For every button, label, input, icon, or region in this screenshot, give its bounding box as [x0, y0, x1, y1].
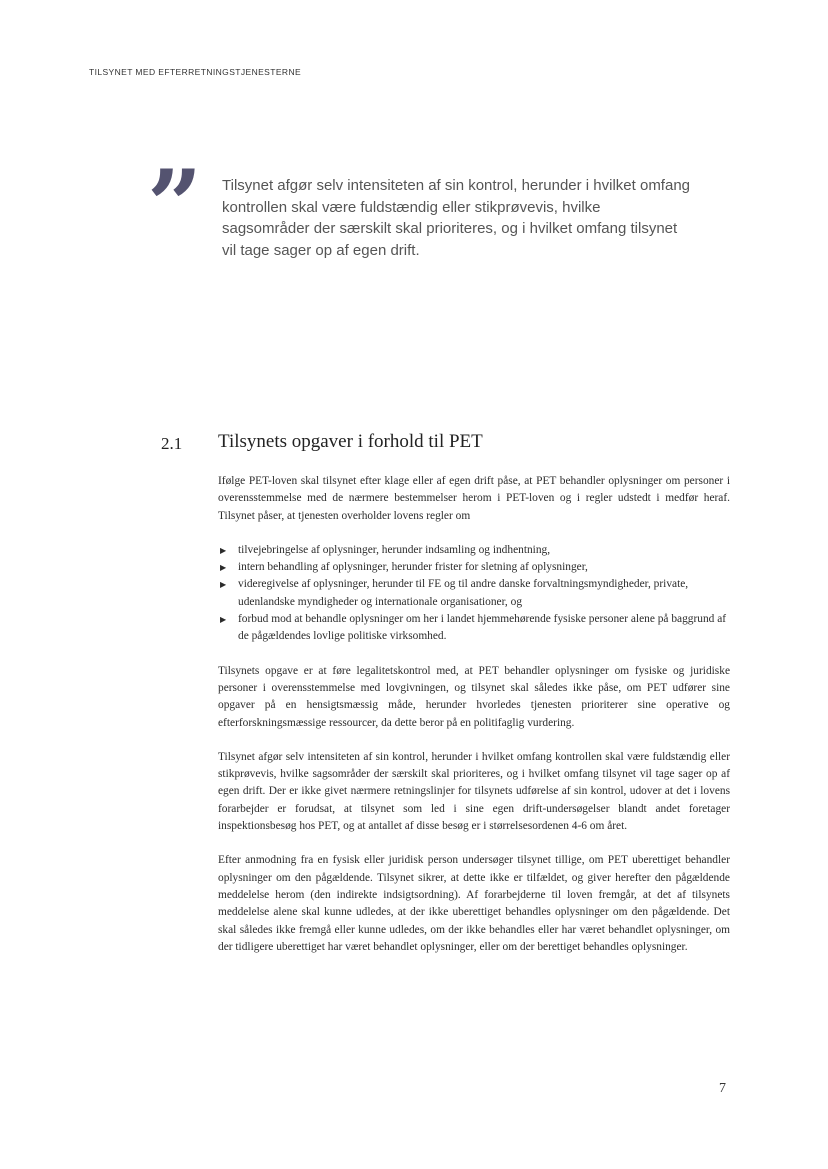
running-header: TILSYNET MED EFTERRETNINGSTJENESTERNE	[89, 67, 302, 77]
pull-quote: Tilsynet afgør selv intensiteten af sin kontrol, herunder i hvilket omfang kontrollen skal være fuldstændig eller stikprøvevis, hvilke sagsområder der særskilt skal prioriteres, og i hvilket omfang tilsynet vil tage sager op af egen drift.	[222, 177, 691, 259]
intro-paragraph: Ifølge PET-loven skal tilsynet efter klage eller af egen drift påse, at PET behandler oplysninger om personer i overensstemmelse med de nærmere bestemmelser herom i PET-loven og i regler udstedt i medfør heraf. Tilsynet påser, at tjenesten overholder lovens regler om	[218, 475, 730, 522]
bullet-list	[218, 542, 730, 646]
body-paragraph: Efter anmodning fra en fysisk eller juridisk person undersøger tilsynet tillige, om PET uberettiget behandler oplysninger om den pågældende. Tilsynet sikrer, at dette ikke er tilfældet, og giver herefter den pågældende meddelelse herom (den indirekte indsigtsordning). Af forarbejderne til loven fremgår, at det af tilsynets meddelelse alene skal kunne udledes, at der ikke uberettiget behandles oplysninger om den pågældende. Det skal således ikke fremgå eller kunne udledes, om der ikke behandles eller har været behandlet oplysninger, om der tidligere uberettiget har været behandlet oplysninger, eller om der berettiget behandles oplysninger.	[218, 854, 730, 953]
body-paragraph: Tilsynet afgør selv intensiteten af sin kontrol, herunder i hvilket omfang kontrollen skal være fuldstændig eller stikprøvevis, hvilke sagsområder der særskilt skal prioriteres, og i hvilket omfang tilsynet vil tage sager op af egen drift. Der er ikke givet nærmere retningslinjer for tilsynets udførelse af sin kontrol, udover at det i lovens forarbejder er forudsat, at tilsynet som led i sine egen drift-undersøgelser blandt andet foretager inspektionsbesøg hos PET, og at antallet af disse besøg er i størrelsesordenen 4-6 om året.	[218, 750, 730, 833]
list-item-text: intern behandling af oplysninger, herunder frister for sletning af oplysninger,	[238, 561, 588, 574]
triangle-right-icon: ▶	[220, 545, 227, 555]
list-item	[218, 559, 730, 576]
body-paragraph: Tilsynets opgave er at føre legalitetskontrol med, at PET behandler oplysninger om fysiske og juridiske personer i overensstemmelse med lovgivningen, og tilsynet skal således ikke påse, om PET udfører sine opgaver på en hensigtsmæssig måde, herunder hvorledes tjenesten prioriterer sine operative og efterforskningsmæssige ressourcer, da dette beror på en politifaglig vurdering.	[218, 664, 730, 729]
list-item	[218, 542, 730, 559]
section-body	[218, 473, 730, 956]
page-number: 7	[719, 1081, 726, 1096]
triangle-right-icon: ▶	[220, 580, 227, 590]
list-item	[218, 611, 730, 646]
triangle-right-icon: ▶	[220, 615, 227, 625]
list-item	[218, 576, 730, 611]
list-item-text: tilvejebringelse af oplysninger, herunder indsamling og indhentning,	[238, 543, 551, 556]
triangle-right-icon: ▶	[220, 563, 227, 573]
section-title: Tilsynets opgaver i forhold til PET	[218, 431, 483, 452]
list-item-text: forbud mod at behandle oplysninger om her i landet hjemmehørende fysiske personer alene på baggrund af de pågældendes lovlige politiske virksomhed.	[238, 613, 727, 643]
section-number: 2.1	[161, 434, 183, 453]
list-item-text: videregivelse af oplysninger, herunder til FE og til andre danske forvaltningsmyndigheder, private, udenlandske myndigheder og internationale organisationer, og	[238, 578, 689, 608]
quotation-mark-icon: ”	[147, 149, 197, 262]
